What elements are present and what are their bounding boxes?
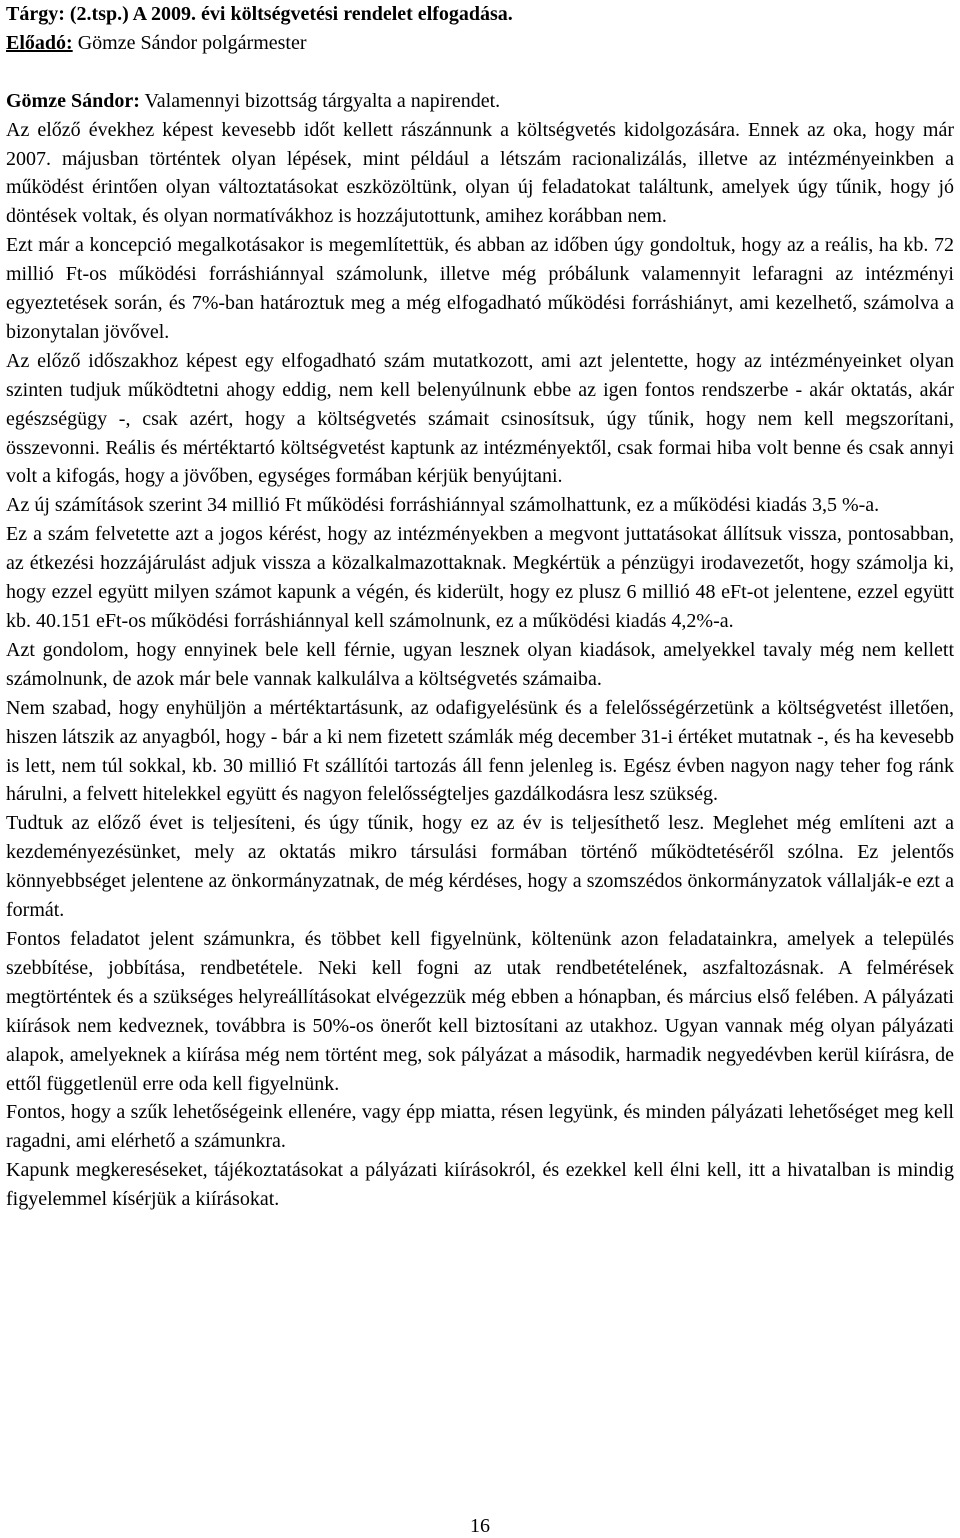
page-number: 16 <box>470 1515 490 1537</box>
paragraph-3: Az előző időszakhoz képest egy elfogadható szám mutatkozott, ami azt jelentette, hogy az intézményeinket olyan szinten tudjuk működtetni ahogy eddig, nem kell belenyúlnunk ebbe az igen fontos rendszerbe - akár oktatás, akár egészségügy -, csak azért, hogy a költségvetés számait csinosítsuk, úgy tűnik, hogy nem kell megszorítani, összevonni. Reális és mértéktartó költségvetést kaptunk az intézményektől, csak formai hiba volt benne és csak annyi volt a kifogás, hogy a jövőben, egységes formában kérjük benyújtani. <box>6 349 954 488</box>
subject-line <box>6 0 954 29</box>
presenter-line <box>6 29 954 58</box>
speaker-line <box>6 87 954 116</box>
presenter-label: Előadó: <box>6 31 73 54</box>
presenter-name: Gömze Sándor polgármester <box>72 31 307 54</box>
paragraph-8: Tudtuk az előző évet is teljesíteni, és úgy tűnik, hogy ez az év is teljesíthető lesz. Meglehet még említeni azt a kezdeményezésünket, mely az oktatás mikro társulási formában történő működtetéséről szólna. Ez jelentős könnyebbséget jelentene az önkormányzatnak, de még kérdéses, hogy a szomszédos önkormányzatok vállalják-e ezt a formát. <box>6 812 954 922</box>
blank-line <box>6 58 954 87</box>
subject-text: (2.tsp.) A 2009. évi költségvetési rendelet elfogadása. <box>64 3 513 25</box>
document-page <box>6 0 954 1214</box>
speaker-name: Gömze Sándor: <box>6 89 140 112</box>
paragraph-11: Kapunk megkereséseket, tájékoztatásokat a pályázati kiírásokról, és ezekkel kell élni kell, itt a hivatalban is mindig figyelemmel kísérjük a kiírásokat. <box>6 1159 954 1211</box>
paragraph-7: Nem szabad, hogy enyhüljön a mértéktartásunk, az odafigyelésünk és a felelősségérzetünk a költségvetést illetően, hiszen látszik az anyagból, hogy - bár a ki nem fizetett számlák még december 31-i értéket mutatnak -, és ha kevesebb is lett, nem túl sokkal, kb. 30 millió Ft szállítói tartozás áll fenn jelenleg is. Egész évben nagyon nagy teher fog ránk hárulni, a felvett hitelekkel együtt és nagyon felelősségteljes gazdálkodásra lesz szükség. <box>6 696 954 806</box>
paragraph-9: Fontos feladatot jelent számunkra, és többet kell figyelnünk, költenünk azon feladatainkra, amelyek a település szebbítése, jobbítása, rendbetétele. Neki kell fogni az utak rendbetételének, aszfaltozásnak. A felmérések megtörténtek és a szükséges helyreállításokat elvégezzük még ebben a hónapban, és március első felében. A pályázati kiírások nem kedveznek, továbbra is 50%-os önerőt kell biztosítani az utakhoz. Ugyan vannak még olyan pályázati alapok, amelyeknek a kiírása még nem történt meg, sok pályázat a második, harmadik negyedévben kerül kiírásra, de ettől függetlenül erre oda kell figyelnünk. <box>6 927 954 1095</box>
speaker-intro: Valamennyi bizottság tárgyalta a napirendet. <box>139 89 501 112</box>
paragraph-6: Azt gondolom, hogy ennyinek bele kell férnie, ugyan lesznek olyan kiadások, amelyekkel tavaly még nem kellett számolnunk, de azok már bele vannak kalkulálva a költségvetés számaiba. <box>6 638 954 690</box>
paragraph-5: Ez a szám felvetette azt a jogos kérést, hogy az intézményekben a megvont juttatásokat állítsuk vissza, pontosabban, az étkezési hozzájárulást adjuk vissza a közalkalmazottaknak. Megkértük a pénzügyi irodavezetőt, hogy számolja ki, hogy ezzel együtt milyen számot kapunk a végén, és kiderült, hogy ez plusz 6 millió 48 eFt-ot jelentene, ezzel együtt kb. 40.151 eFt-os működési forráshiánnyal kell számolnunk, ez a működési kiadás 4,2%-a. <box>6 523 954 633</box>
paragraph-1: Az előző évekhez képest kevesebb időt kellett rászánnunk a költségvetés kidolgozására. Ennek az oka, hogy már 2007. májusban történtek olyan lépések, mint például a létszám racionalizálás, illetve az intézményeinkben a működést érintően olyan változtatásokat eszközöltünk, olyan új feladatokat találtunk, amelyek úgy tűnik, hogy jó döntések voltak, és olyan normatívákhoz is hozzájutottunk, amihez korábban nem. <box>6 118 954 228</box>
paragraph-2: Ezt már a koncepció megalkotásakor is megemlítettük, és abban az időben úgy gondoltuk, hogy az a reális, ha kb. 72 millió Ft-os működési forráshiánnyal számolunk, illetve még próbálunk valamennyit lefaragni az intézményi egyeztetések során, és 7%-ban határoztuk meg a még elfogadható működési forráshiányt, ami kezelhető, számolva a bizonytalan jövővel. <box>6 234 954 343</box>
paragraph-10: Fontos, hogy a szűk lehetőségeink ellenére, vagy épp miatta, résen legyünk, és minden pályázati lehetőséget meg kell ragadni, ami elérhető a számunkra. <box>6 1101 954 1153</box>
subject-label: Tárgy: <box>6 3 65 25</box>
paragraph-4: Az új számítások szerint 34 millió Ft működési forráshiánnyal számolhattunk, ez a működési kiadás 3,5 %-a. <box>6 494 880 517</box>
